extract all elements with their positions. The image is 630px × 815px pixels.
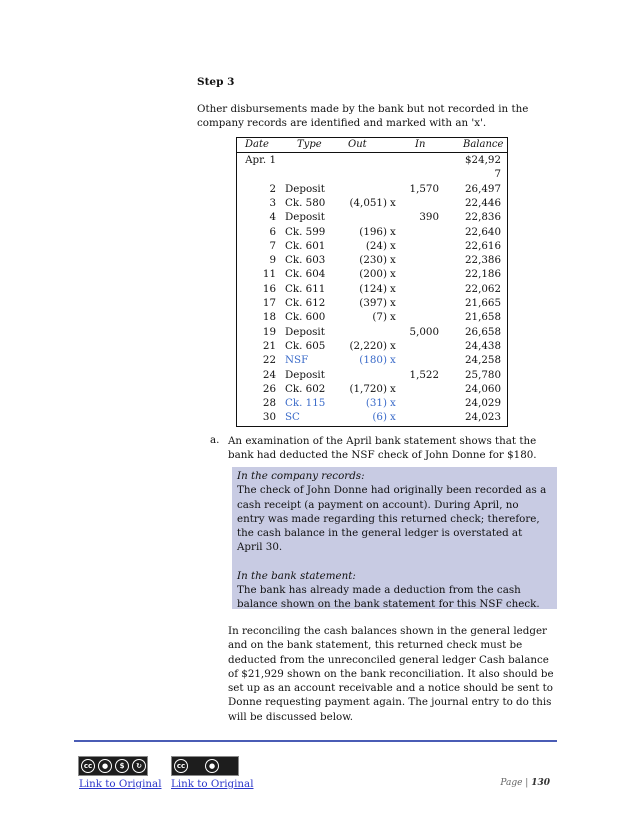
footer-rule [74, 740, 557, 742]
ledger-row [237, 282, 507, 296]
row-date: 22 [262, 354, 276, 367]
row-type: Ck. 612 [285, 297, 326, 309]
ledger-row [237, 153, 507, 167]
note-a-text: An examination of the April bank statement shows that the bank had deducted the NSF check of John Donne for $180. [228, 435, 537, 462]
header-in: In [415, 139, 426, 150]
ledger-row [237, 239, 507, 253]
row-type: Ck. 601 [285, 239, 326, 252]
row-in: 1,570 [409, 182, 439, 195]
bank-statement-text: The bank has already made a deduction from the cash balance shown on the bank statement for this NSF check. [237, 584, 540, 611]
link-to-original-2[interactable]: Link to Original [171, 778, 254, 790]
row-type: Deposit [285, 182, 325, 195]
ledger-row [237, 167, 507, 181]
cc-icon: cc [174, 759, 188, 773]
row-x-mark: x [390, 382, 396, 395]
row-out: (180) [359, 354, 387, 367]
row-balance: 24,060 [464, 382, 501, 395]
row-balance: 22,616 [464, 239, 501, 252]
cc-by-nc-sa-badge[interactable] [78, 756, 148, 776]
row-balance: 22,186 [464, 268, 501, 281]
row-date: 3 [269, 196, 276, 209]
ledger-row [237, 396, 507, 410]
ledger-row [237, 182, 507, 196]
ledger-row [237, 310, 507, 324]
row-type: Ck. 599 [285, 225, 326, 238]
row-balance: 26,497 [464, 182, 501, 195]
row-date: 18 [262, 311, 276, 324]
row-x-mark: x [390, 311, 396, 324]
by-icon: ● [205, 759, 219, 773]
row-type: Ck. 115 [285, 397, 326, 410]
row-in: 5,000 [409, 325, 439, 338]
page-number: Page | 130 [500, 778, 550, 788]
row-out: (2,220) [349, 339, 387, 352]
row-balance: $24,92 [464, 154, 501, 166]
row-date: 16 [262, 282, 276, 295]
cc-by-badge[interactable] [171, 756, 239, 776]
row-out: (230) [359, 254, 387, 267]
company-records-heading: In the company records: [237, 470, 365, 482]
link-to-original-1[interactable]: Link to Original [79, 778, 162, 790]
by-icon: ● [98, 759, 112, 773]
row-date: 17 [262, 297, 276, 309]
row-out: (200) [359, 268, 387, 281]
row-balance: 24,438 [464, 339, 501, 352]
row-date: 26 [262, 382, 276, 395]
cc-icon: cc [81, 759, 95, 773]
row-balance: 24,258 [464, 354, 501, 367]
row-type: Deposit [285, 368, 325, 381]
ledger-row [237, 368, 507, 382]
intro-paragraph: Other disbursements made by the bank but not recorded in the company records are identified and marked with an 'x'. [197, 103, 529, 129]
row-type: Ck. 603 [285, 254, 326, 267]
row-balance: 22,836 [464, 211, 501, 224]
row-out: (4,051) [349, 196, 387, 209]
bank-statement-heading: In the bank statement: [237, 569, 356, 582]
row-balance: 25,780 [464, 368, 501, 381]
ledger-row [237, 196, 507, 210]
row-out: (31) [365, 397, 387, 410]
header-out: Out [348, 139, 367, 150]
company-records-text: The check of John Donne had originally been recorded as a cash receipt (a payment on account). During April, no entry was made regarding this returned check; therefore, the cash balance in the general ledger is overstated at April 30. [237, 484, 547, 554]
row-x-mark: x [390, 411, 396, 424]
ledger-row [237, 382, 507, 396]
ledger-row [237, 410, 507, 424]
row-x-mark: x [390, 339, 396, 352]
reconcile-paragraph: In reconciling the cash balances shown in the general ledger and on the bank statement, this returned check must be deducted from the unreconciled general ledger Cash balance of $21,929 shown on the bank reconciliation. It also should be set up as an account receivable and a notice should be sent to Donne requesting payment again. The journal entry to do this will be discussed below. [228, 625, 554, 723]
row-x-mark: x [390, 268, 396, 281]
row-type: SC [285, 411, 300, 424]
row-date: 4 [269, 211, 276, 224]
row-balance: 22,640 [464, 225, 501, 238]
row-type: Ck. 600 [285, 311, 326, 324]
row-type: Ck. 605 [285, 339, 326, 352]
row-date: 9 [269, 254, 276, 267]
explanation-box [232, 467, 557, 609]
row-date: 19 [262, 325, 276, 338]
row-date: Apr. 1 [245, 154, 276, 166]
row-type: Ck. 611 [285, 282, 326, 295]
row-date: 7 [269, 239, 276, 252]
ledger-row [237, 339, 507, 353]
row-out: (1,720) [349, 382, 387, 395]
ledger-row [237, 353, 507, 367]
row-x-mark: x [390, 397, 396, 410]
row-balance: 22,446 [464, 196, 501, 209]
nc-icon: $ [115, 759, 129, 773]
row-date: 28 [262, 397, 276, 410]
note-a-label: a. [210, 434, 220, 446]
row-x-mark: x [390, 282, 396, 295]
ledger-row [237, 253, 507, 267]
sa-icon: ↻ [132, 759, 146, 773]
row-out: (24) [365, 239, 387, 252]
row-balance: 24,029 [464, 397, 501, 410]
row-date: 30 [262, 411, 276, 424]
row-out: (397) [359, 297, 387, 309]
row-in: 1,522 [409, 368, 439, 381]
row-out: (6) [372, 411, 387, 424]
row-out: (124) [359, 282, 387, 295]
row-balance: 22,386 [464, 254, 501, 267]
row-type: Ck. 604 [285, 268, 326, 281]
header-balance: Balance [463, 139, 504, 150]
ledger-row [237, 325, 507, 339]
ledger-row [237, 267, 507, 281]
row-type: Deposit [285, 325, 325, 338]
row-balance: 24,023 [464, 411, 501, 424]
row-x-mark: x [390, 254, 396, 267]
row-out: (196) [359, 225, 387, 238]
header-type: Type [297, 139, 322, 150]
header-date: Date [245, 139, 269, 150]
row-out: (7) [372, 311, 387, 324]
row-balance: 26,658 [464, 325, 501, 338]
row-x-mark: x [390, 225, 396, 238]
row-x-mark: x [390, 354, 396, 367]
row-balance: 22,062 [464, 282, 501, 295]
row-in: 390 [419, 211, 439, 224]
row-date: 11 [262, 268, 276, 281]
row-date: 21 [262, 339, 276, 352]
ledger-table [236, 137, 508, 427]
row-type: Ck. 602 [285, 382, 326, 395]
row-x-mark: x [390, 196, 396, 209]
row-balance: 21,665 [464, 297, 501, 309]
page-number-value: 130 [531, 778, 550, 788]
row-date: 24 [262, 368, 276, 381]
row-x-mark: x [390, 297, 396, 309]
row-x-mark: x [390, 239, 396, 252]
ledger-row [237, 225, 507, 239]
step-heading: Step 3 [197, 76, 235, 88]
row-date: 6 [269, 225, 276, 238]
row-balance: 7 [494, 168, 501, 181]
row-type: Ck. 580 [285, 196, 326, 209]
row-type: Deposit [285, 211, 325, 224]
ledger-row [237, 210, 507, 224]
ledger-row [237, 296, 507, 310]
row-date: 2 [269, 182, 276, 195]
row-balance: 21,658 [464, 311, 501, 324]
page-label: Page [500, 778, 523, 788]
row-type: NSF [285, 354, 309, 367]
